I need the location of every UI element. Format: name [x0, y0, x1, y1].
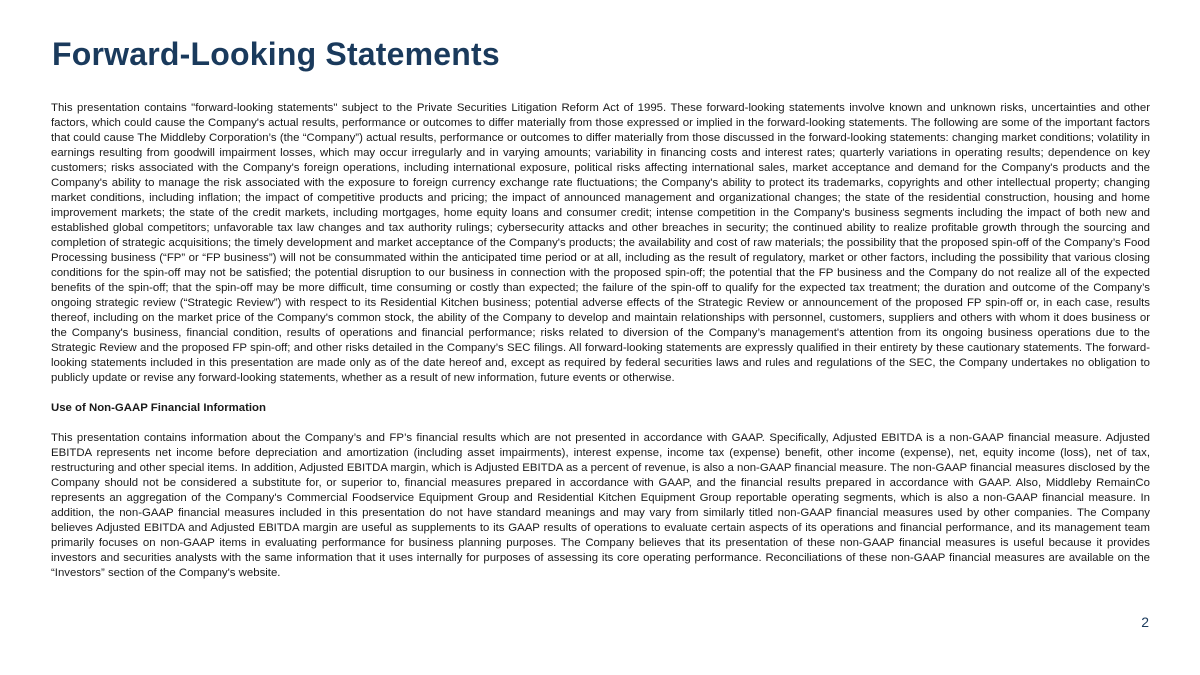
slide-title: Forward-Looking Statements — [52, 36, 500, 72]
section-heading: Use of Non-GAAP Financial Information — [51, 402, 266, 414]
forward-looking-paragraph: This presentation contains "forward-looking statements" subject to the Private Securities Litigation Reform Act of 1995. These forward-looking statements involve known and unknown risks, uncertainties and other factors, which could cause the Company's actual results, performance or outcomes to differ materially from those expressed or implied in the forward-looking statements. The following are some of the important factors that could cause The Middleby Corporation’s (the “Company”) actual results, performance or outcomes to differ materially from those discussed in the forward-looking statements: changing market conditions; volatility in earnings resulting from goodwill impairment losses, which may occur irregularly and in varying amounts; variability in financing costs and interest rates; quarterly variations in operating results; dependence on key customers; risks associated with the Company's foreign operations, including international exposure, political risks affecting international sales, market acceptance and demand for the Company's products and the Company's ability to manage the risk associated with the exposure to foreign currency exchange rate fluctuations; the Company's ability to protect its trademarks, copyrights and other intellectual property; changing market conditions, including inflation; the impact of competitive products and pricing; the impact of announced management and organizational changes; the state of the residential construction, housing and home improvement markets; the state of the credit markets, including mortgages, home equity loans and consumer credit; intense competition in the Company's business segments including the impact of both new and established global competitors; unfavorable tax law changes and tax authority rulings; cybersecurity attacks and other breaches in security; the continued ability to realize profitable growth through the sourcing and completion of strategic acquisitions; the timely development and market acceptance of the Company's products; the availability and cost of raw materials; the possibility that the proposed spin-off of the Company’s Food Processing business (“FP” or “FP business”) will not be consummated within the anticipated time period or at all, including as the result of regulatory, market or other factors, including the possibility that various closing conditions for the spin-off may not be satisfied; the potential disruption to our business in connection with the proposed spin-off; the potential that the FP business and the Company do not realize all of the expected benefits of the spin-off; that the spin-off may be more difficult, time consuming or costly than expected; the failure of the spin-off to qualify for the expected tax treatment; the duration and outcome of the Company’s ongoing strategic review (“Strategic Review”) with respect to its Residential Kitchen business; potential adverse effects of the Strategic Review or announcement of the proposed FP spin-off or, in each case, results thereof, including on the market price of the Company's common stock, the ability of the Company to develop and maintain relationships with personnel, customers, suppliers and others with whom it does business or the Company's business, financial condition, results of operations and financial performance; risks related to diversion of the Company’s management's attention from its ongoing business operations due to the Strategic Review and the proposed FP spin-off; and other risks detailed in the Company’s SEC filings. All forward-looking statements are expressly qualified in their entirety by these cautionary statements. The forward-looking statements included in this presentation are made only as of the date hereof and, except as required by federal securities laws and rules and regulations of the SEC, the Company undertakes no obligation to publicly update or revise any forward-looking statements, whether as a result of new information, future events or otherwise. — [51, 102, 1150, 384]
slide-body — [51, 101, 1150, 581]
page-number: 2 — [1141, 614, 1149, 630]
non-gaap-paragraph: This presentation contains information about the Company’s and FP’s financial results which are not presented in accordance with GAAP. Specifically, Adjusted EBITDA is a non-GAAP financial measure. Adjusted EBITDA represents net income before depreciation and amortization (including asset impairments), interest expense, income tax (expense) benefit, other income (expense), net, equity income (loss), net of tax, restructuring and other special items. In addition, Adjusted EBITDA margin, which is Adjusted EBITDA as a percent of revenue, is also a non-GAAP financial measure. The non-GAAP financial measures disclosed by the Company should not be considered a substitute for, or superior to, financial measures prepared in accordance with GAAP, and the financial results prepared in accordance with GAAP. Also, Middleby RemainCo represents an aggregation of the Company's Commercial Foodservice Equipment Group and Residential Kitchen Equipment Group reportable operating segments, which is also a non-GAAP financial measure. In addition, the non-GAAP financial measures included in this presentation do not have standard meanings and may vary from similarly titled non-GAAP financial measures used by other companies. The Company believes Adjusted EBITDA and Adjusted EBITDA margin are useful as supplements to its GAAP results of operations to evaluate certain aspects of its operations and financial performance, and its management team primarily focuses on non-GAAP items in evaluating performance for business planning purposes. The Company believes that its presentation of these non-GAAP financial measures is useful because it provides investors and securities analysts with the same information that it uses internally for purposes of assessing its core operating performance. Reconciliations of these non-GAAP financial measures are available on the “Investors” section of the Company's website. — [51, 432, 1150, 579]
